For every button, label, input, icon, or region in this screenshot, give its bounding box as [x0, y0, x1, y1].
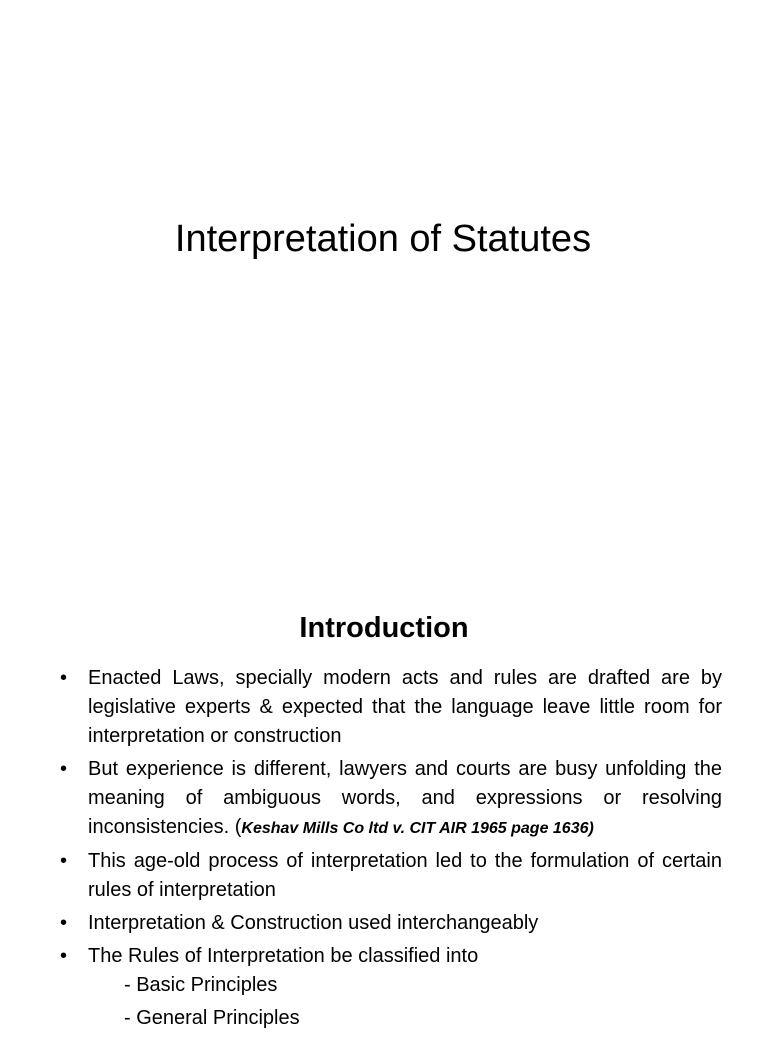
sub-item: - General Principles — [124, 1007, 300, 1029]
introduction-slide — [0, 576, 768, 1029]
citation-close: ) — [588, 820, 594, 837]
bullet-item — [60, 909, 722, 938]
sub-item: - Basic Principles — [124, 974, 278, 996]
slide-title: Interpretation of Statutes — [174, 218, 592, 260]
bullet-text: But experience is different, lawyers and courts are busy unfolding the meaning of ambiguous words, and expressions or resolving inconsistencies. ( — [88, 758, 722, 838]
bullet-icon: • — [60, 850, 68, 872]
bullet-icon: • — [60, 758, 68, 780]
bullet-icon: • — [60, 912, 68, 934]
bullet-text: Enacted Laws, specially modern acts and rules are drafted are by legislative experts & expected that the language leave little room for interpretation or construction — [88, 667, 722, 747]
case-citation: Keshav Mills Co ltd v. CIT AIR 1965 page 1636 — [241, 820, 589, 837]
bullet-item — [60, 664, 722, 751]
bullet-text: Interpretation & Construction used interchangeably — [88, 912, 539, 934]
bullet-icon: • — [60, 945, 68, 967]
slide-heading: Introduction — [299, 612, 469, 644]
bullet-item — [60, 942, 722, 1033]
bullet-item — [60, 847, 722, 905]
bullet-text: The Rules of Interpretation be classified into — [88, 945, 479, 967]
bullet-icon: • — [60, 667, 68, 689]
bullet-list — [60, 664, 722, 1037]
bullet-text: This age-old process of interpretation led to the formulation of certain rules of interpretation — [88, 850, 722, 901]
bullet-item — [60, 755, 722, 843]
